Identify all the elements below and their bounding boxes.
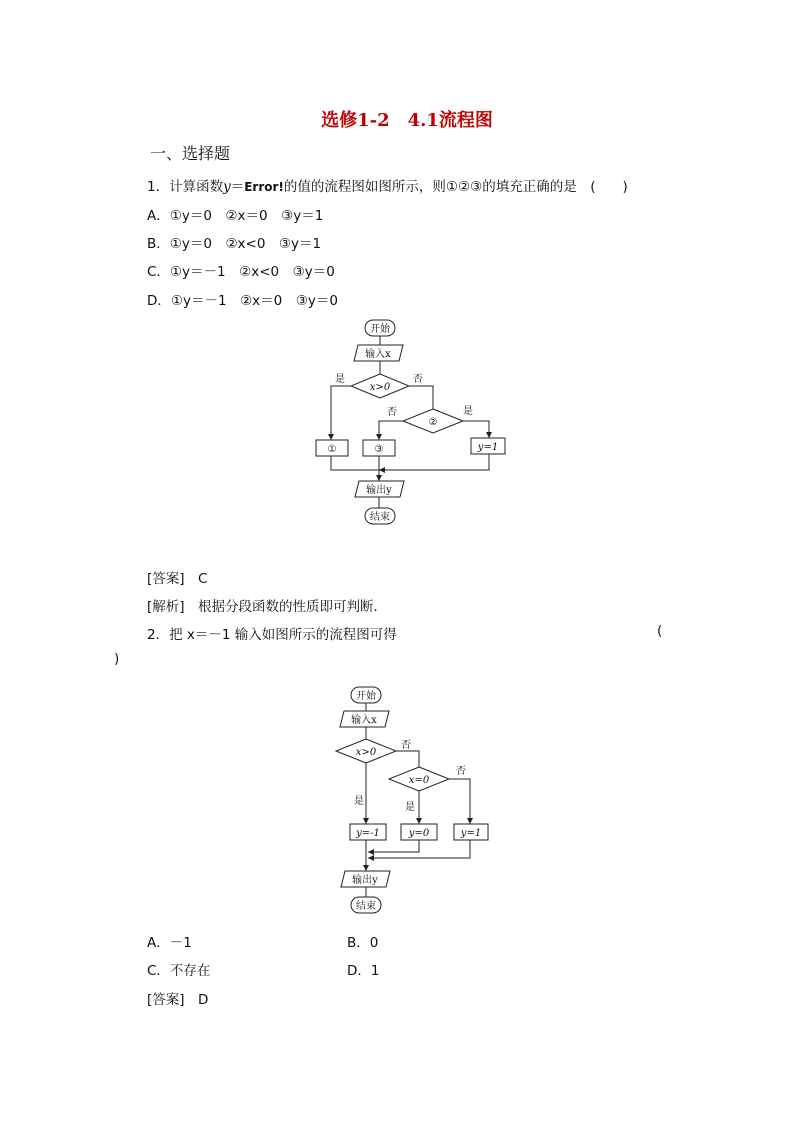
flow1-box3-label: ③: [374, 444, 384, 455]
flow1-yes-2: 是: [463, 406, 473, 417]
flow1-output-label: 输出y: [366, 485, 392, 496]
flow2-yes-2: 是: [405, 802, 415, 813]
flow1-cond2-label: ②: [428, 417, 438, 428]
flow1-box-right-label: y=1: [477, 442, 499, 453]
q2-answer: [答案] D: [147, 992, 209, 1008]
flow2-output-label: 输出y: [352, 875, 378, 886]
q1-explanation: [解析] 根据分段函数的性质即可判断．: [147, 599, 388, 615]
question-1-text: [147, 175, 628, 195]
flow1-no-2: 否: [387, 407, 397, 418]
flow2-no-2: 否: [456, 766, 466, 777]
q1-suffix: 的值的流程图如图所示，则①②③的填充正确的是 ( ): [283, 179, 628, 195]
flow2-cond2-label: x=0: [408, 775, 430, 786]
flow1-yes-1: 是: [335, 374, 345, 385]
flow2-box3-label: y=1: [460, 828, 482, 839]
flow1-start-label: 开始: [370, 324, 390, 335]
flow1-no-1: 否: [413, 374, 423, 385]
q2-option-d: D．1: [347, 963, 380, 979]
flow2-yes-1: 是: [354, 796, 364, 807]
flow1-input-label: 输入x: [365, 349, 391, 360]
flow2-input-label: 输入x: [351, 715, 377, 726]
q2-paren-close: ): [114, 651, 120, 667]
q1-func-var: y: [223, 179, 231, 195]
flowchart-2: [325, 680, 495, 915]
page-title: 选修1-2 4.1流程图: [321, 110, 493, 131]
q1-prefix: 1．计算函数: [147, 179, 224, 195]
q2-option-c: C．不存在: [147, 963, 211, 979]
q1-option-d: D．①y＝－1 ②x＝0 ③y＝0: [147, 293, 338, 309]
flow1-cond1-label: x>0: [369, 382, 391, 393]
q2-paren-open: (: [657, 623, 663, 639]
flow1-end-label: 结束: [370, 512, 390, 523]
flow1-box1-label: ①: [327, 444, 337, 455]
flow2-end-label: 结束: [356, 901, 376, 912]
q2-option-b: B．0: [347, 935, 379, 951]
flow2-box1-label: y=-1: [356, 828, 380, 839]
q1-error-field: Error!: [244, 180, 284, 194]
flowchart-1: [300, 315, 520, 530]
flow2-box2-label: y=0: [408, 828, 430, 839]
q1-option-b: B．①y＝0 ②x<0 ③y＝1: [147, 236, 322, 252]
q2-option-a: A．－1: [147, 935, 192, 951]
flow2-no-1: 否: [401, 740, 411, 751]
q1-option-a: A．①y＝0 ②x＝0 ③y＝1: [147, 208, 324, 224]
q1-answer: [答案] C: [147, 571, 208, 587]
q1-eq: ＝: [230, 179, 245, 195]
question-2-text: 2．把 x＝－1 输入如图所示的流程图可得: [147, 627, 397, 643]
flow2-start-label: 开始: [356, 691, 376, 702]
section-heading: 一、选择题: [150, 144, 231, 163]
q1-option-c: C．①y＝－1 ②x<0 ③y＝0: [147, 264, 335, 280]
flow2-cond1-label: x>0: [355, 747, 377, 758]
